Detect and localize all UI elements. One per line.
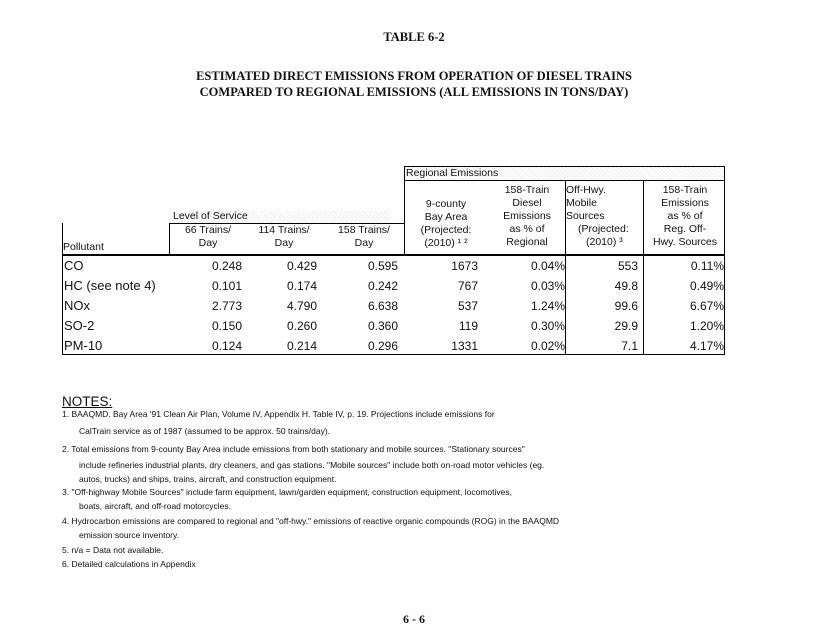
col-offhwy-header: Off-Hwy. Mobile Sources (Projected: (2010) ³ (566, 184, 629, 248)
cell-pct-off: 0.11% (690, 259, 724, 273)
cell-pollutant: SO-2 (64, 318, 95, 333)
cell-t114: 4.790 (286, 299, 317, 313)
cell-t158: 0.242 (367, 279, 398, 293)
note-line: emission source inventory. (79, 530, 179, 540)
note-line: 3. "Off-highway Mobile Sources" include farm equipment, lawn/garden equipment, construction equipment, locomotives, (62, 487, 513, 497)
cell-t158: 0.595 (367, 259, 398, 273)
note-line: CalTrain service as of 1987 (assumed to be approx. 50 trains/day). (79, 426, 331, 436)
table-title: TABLE 6-2 (383, 30, 445, 44)
col-158-trains-header: 158 Trains/ Day (338, 224, 390, 249)
cell-county: 767 (457, 279, 478, 293)
notes-heading: NOTES: (62, 394, 113, 409)
cell-offhwy: 553 (617, 259, 638, 273)
cell-pct-reg: 0.03% (530, 279, 565, 293)
page-number: 6 - 6 (403, 612, 425, 626)
col-offhwy-pct-header: 158-Train Emissions as % of Reg. Off- Hwy. Sources (653, 184, 717, 248)
note-line: 5. n/a = Data not available. (62, 545, 164, 555)
cell-t114: 0.214 (286, 339, 317, 353)
col-diesel-pct-header: 158-Train Diesel Emissions as % of Regional (503, 184, 551, 248)
cell-t158: 0.360 (367, 319, 398, 333)
cell-county: 1673 (451, 259, 478, 273)
rule (170, 223, 404, 224)
cell-t114: 0.174 (286, 279, 317, 293)
cell-pct-reg: 0.02% (530, 339, 565, 353)
cell-county: 119 (458, 319, 478, 333)
note-line: 2. Total emissions from 9-county Bay Area include emissions from both stationary and mobile sources. "Stationary sources" (62, 444, 525, 454)
cell-pct-off: 6.67% (689, 299, 724, 313)
table-heading-line-2: COMPARED TO REGIONAL EMISSIONS (ALL EMISSIONS IN TONS/DAY) (199, 85, 629, 99)
cell-t66: 0.101 (211, 279, 242, 293)
table-heading-line-1: ESTIMATED DIRECT EMISSIONS FROM OPERATION OF DIESEL TRAINS (196, 69, 632, 83)
cell-pct-off: 4.17% (689, 339, 724, 353)
rule (169, 223, 170, 255)
rule (62, 354, 725, 355)
cell-t114: 0.429 (286, 259, 317, 273)
rule (404, 166, 725, 167)
rule (404, 166, 405, 255)
cell-t158: 6.638 (367, 299, 398, 313)
col-9-county-header: 9-county Bay Area (Projected: (2010) ¹ ² (420, 198, 472, 249)
cell-t66: 2.773 (211, 299, 242, 313)
level-of-service-header: Level of Service (173, 210, 248, 222)
cell-pct-reg: 1.24% (530, 299, 565, 313)
cell-pct-off: 1.20% (689, 319, 724, 333)
regional-emissions-header: Regional Emissions (406, 167, 499, 179)
rule (62, 255, 725, 256)
col-114-trains-header: 114 Trains/ Day (258, 224, 310, 249)
note-line: 1. BAAQMD. Bay Area '91 Clean Air Plan, Volume IV, Appendix H. Table IV, p. 19. Projections include emissions for (62, 409, 495, 419)
cell-pollutant: CO (64, 258, 84, 273)
cell-pct-off: 0.49% (689, 279, 724, 293)
cell-pollutant: PM-10 (64, 338, 103, 353)
cell-t66: 0.248 (211, 259, 242, 273)
cell-pollutant: NOx (64, 298, 90, 313)
rule (62, 223, 63, 355)
rule (724, 166, 725, 355)
note-line: 4. Hydrocarbon emissions are compared to regional and "off-hwy." emissions of reactive organic compounds (ROG) in the BAAQMD (62, 516, 560, 526)
note-line: autos, trucks) and ships, trains, aircraft, and construction equipment. (79, 474, 337, 484)
cell-offhwy: 99.6 (614, 299, 638, 313)
note-line: include refineries industrial plants, dry cleaners, and gas stations. "Mobile sources" include both on-road motor vehicles (eg. (79, 460, 545, 470)
note-line: boats, aircraft, and off-road motorcycles. (79, 501, 231, 511)
cell-offhwy: 7.1 (621, 339, 638, 353)
cell-county: 537 (457, 299, 478, 313)
note-line: 6. Detailed calculations in Appendix (62, 559, 196, 569)
cell-t158: 0.296 (367, 339, 398, 353)
cell-t66: 0.124 (211, 339, 242, 353)
cell-t114: 0.260 (286, 319, 317, 333)
pollutant-header: Pollutant (63, 241, 104, 253)
cell-pct-reg: 0.30% (530, 319, 565, 333)
cell-offhwy: 29.9 (614, 319, 638, 333)
cell-pct-reg: 0.04% (530, 259, 565, 273)
cell-county: 1331 (451, 339, 478, 353)
cell-t66: 0.150 (211, 319, 242, 333)
cell-pollutant: HC (see note 4) (64, 278, 156, 293)
cell-offhwy: 49.8 (614, 279, 638, 293)
col-66-trains-header: 66 Trains/ Day (184, 224, 232, 249)
